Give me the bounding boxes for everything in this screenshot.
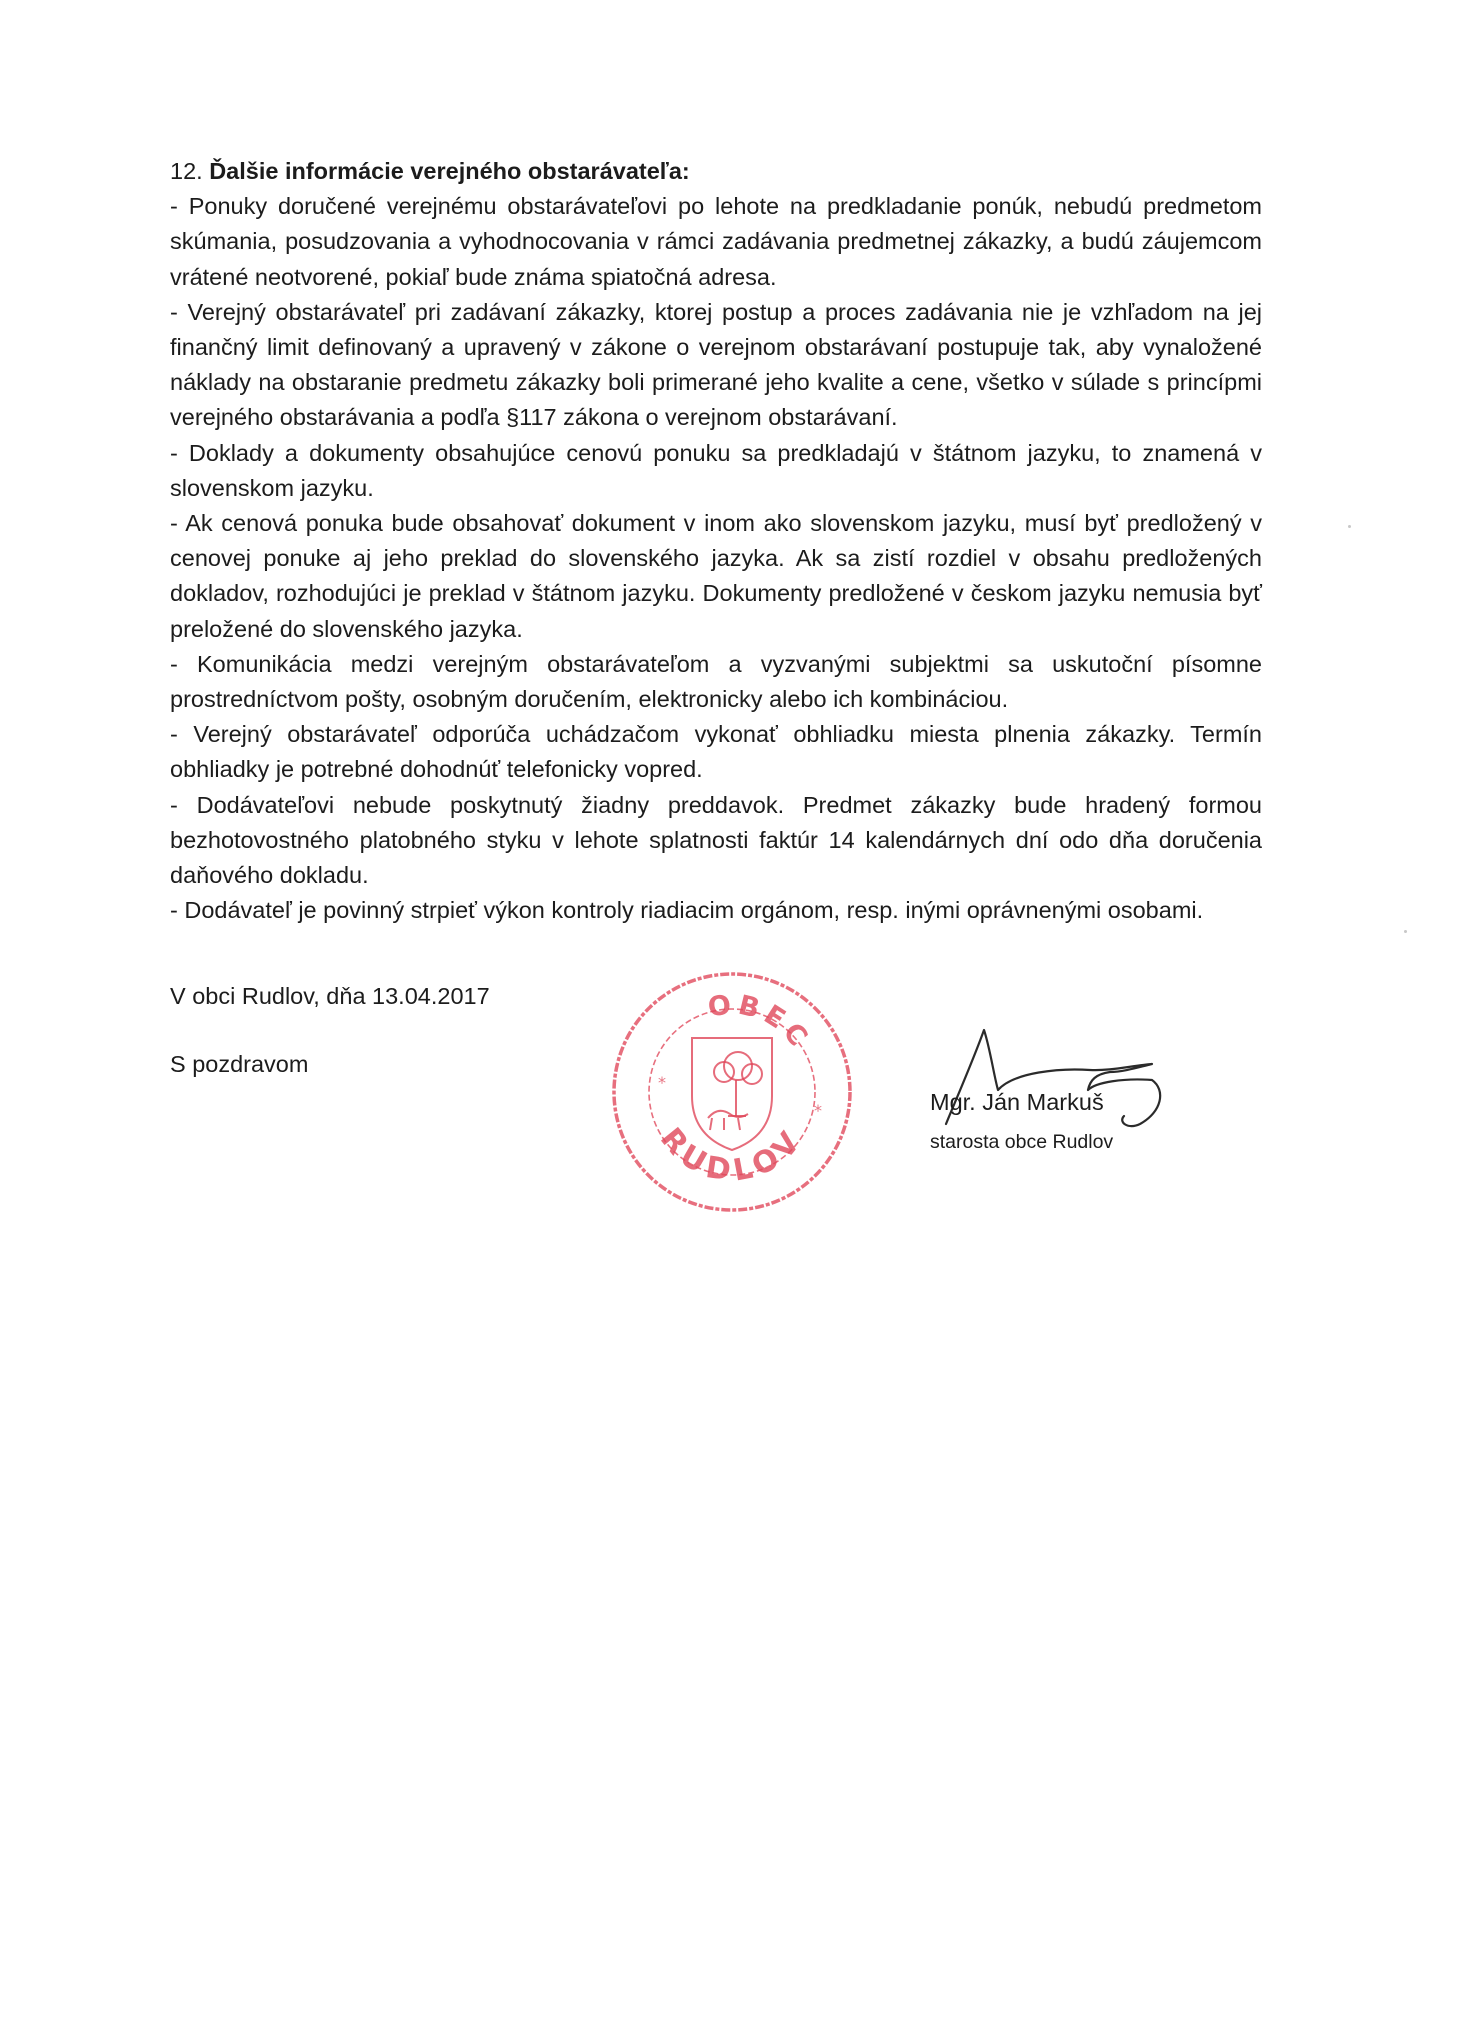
signer-role: starosta obce Rudlov bbox=[930, 1131, 1114, 1153]
paragraph-language: - Doklady a dokumenty obsahujúce cenovú ponuku sa predkladajú v štátnom jazyku, to znamená v slovenskom jazyku. bbox=[170, 439, 1262, 501]
section-heading bbox=[170, 154, 1262, 189]
svg-text:*: * bbox=[814, 1101, 822, 1120]
svg-text:OBEC: OBEC bbox=[706, 989, 817, 1056]
paragraph-translation: - Ak cenová ponuka bude obsahovať dokument v inom ako slovenskom jazyku, musí byť predložený v cenovej ponuke aj jeho preklad do slovenského jazyka. Ak sa zistí rozdiel v obsahu predložených dokladov, rozhodujúci je preklad v štátnom jazyku. Dokumenty predložené v českom jazyku nemusia byť preložené do slovenského jazyka. bbox=[170, 510, 1262, 642]
scan-speck bbox=[1404, 930, 1407, 933]
paragraph-control: - Dodávateľ je povinný strpieť výkon kontroly riadiacim orgánom, resp. inými oprávnenými osobami. bbox=[170, 897, 1204, 924]
document-body bbox=[170, 154, 1262, 928]
paragraph-late-offers: - Ponuky doručené verejnému obstarávateľovi po lehote na predkladanie ponúk, nebudú predmetom skúmania, posudzovania a vyhodnocovania v rámci zadávania predmetnej zákazky, a budú záujemcom vrátené neotvorené, pokiaľ bude známa spiatočná adresa. bbox=[170, 193, 1262, 290]
greeting: S pozdravom bbox=[170, 1051, 309, 1077]
paragraph-site-inspection: - Verejný obstarávateľ odporúča uchádzačom vykonať obhliadku miesta plnenia zákazky. Termín obhliadky je potrebné dohodnúť telefonicky vopred. bbox=[170, 721, 1262, 783]
scan-speck bbox=[1348, 525, 1351, 528]
svg-text:*: * bbox=[658, 1073, 666, 1092]
paragraph-procurement-procedure: - Verejný obstarávateľ pri zadávaní zákazky, ktorej postup a proces zadávania nie je vzhľadom na jej finančný limit definovaný a upravený v zákone o verejnom obstarávaní postupuje tak, aby vynaložené náklady na obstaranie predmetu zákazky boli primerané jeho kvalite a cene, všetko v súlade s princípmi verejného obstarávania a podľa §117 zákona o verejnom obstarávaní. bbox=[170, 298, 1262, 431]
paragraph-communication: - Komunikácia medzi verejným obstarávateľom a vyzvanými subjektmi sa uskutoční písomne prostredníctvom pošty, osobným doručením, elektronicky alebo ich kombináciou. bbox=[170, 650, 1262, 713]
paragraph-payment: - Dodávateľovi nebude poskytnutý žiadny preddavok. Predmet zákazky bude hradený formou bezhotovostného platobného styku v lehote splatnosti faktúr 14 kalendárnych dní odo dňa doručenia daňového dokladu. bbox=[170, 791, 1262, 889]
place-date: V obci Rudlov, dňa 13.04.2017 bbox=[170, 983, 490, 1009]
svg-text:RUDLOV: RUDLOV bbox=[653, 1121, 811, 1190]
section-title: Ďalšie informácie verejného obstarávateľa: bbox=[209, 158, 690, 184]
signer-name: Mgr. Ján Markuš bbox=[930, 1089, 1104, 1115]
section-number: 12. bbox=[170, 158, 203, 184]
municipal-stamp bbox=[608, 968, 856, 1216]
